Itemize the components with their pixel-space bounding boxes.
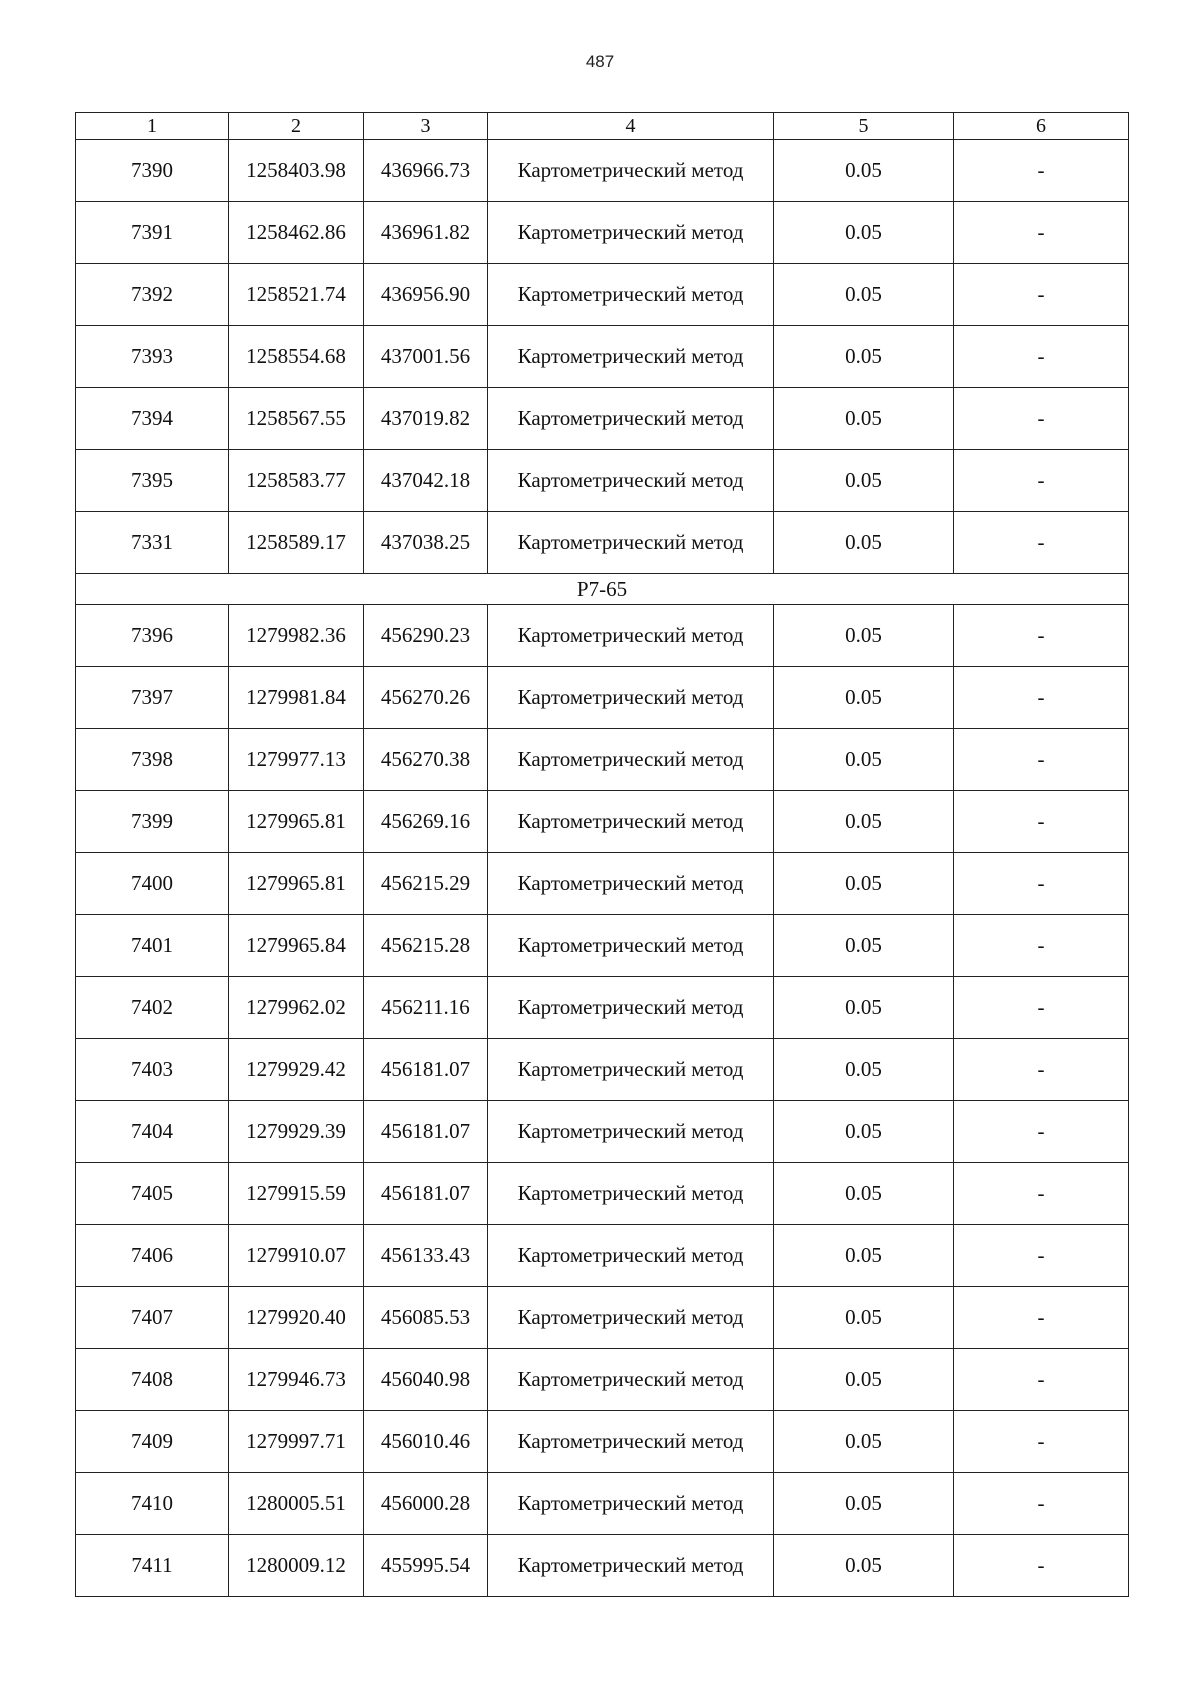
point-number-cell: 7400 <box>76 853 229 915</box>
table-row <box>76 1287 1129 1349</box>
page-number: 487 <box>585 52 615 71</box>
method-cell: Картометрический метод <box>488 1163 774 1225</box>
accuracy-cell: 0.05 <box>774 1473 954 1535</box>
y-coordinate-cell: 456181.07 <box>364 1039 488 1101</box>
note-cell: - <box>954 1039 1129 1101</box>
y-coordinate-cell: 436956.90 <box>364 264 488 326</box>
table-body <box>76 113 1129 1597</box>
point-number-cell: 7410 <box>76 1473 229 1535</box>
point-number-cell: 7398 <box>76 729 229 791</box>
x-coordinate-cell: 1258554.68 <box>229 326 364 388</box>
x-coordinate-cell: 1279965.81 <box>229 853 364 915</box>
method-cell: Картометрический метод <box>488 512 774 574</box>
method-cell: Картометрический метод <box>488 140 774 202</box>
accuracy-cell: 0.05 <box>774 140 954 202</box>
x-coordinate-cell: 1258589.17 <box>229 512 364 574</box>
method-cell: Картометрический метод <box>488 729 774 791</box>
table-row <box>76 388 1129 450</box>
method-cell: Картометрический метод <box>488 1349 774 1411</box>
section-header-row <box>76 574 1129 605</box>
point-number-cell: 7402 <box>76 977 229 1039</box>
note-cell: - <box>954 667 1129 729</box>
y-coordinate-cell: 456133.43 <box>364 1225 488 1287</box>
y-coordinate-cell: 437019.82 <box>364 388 488 450</box>
table-row <box>76 1039 1129 1101</box>
x-coordinate-cell: 1279946.73 <box>229 1349 364 1411</box>
header-cell-4: 4 <box>488 113 774 140</box>
table-row <box>76 264 1129 326</box>
y-coordinate-cell: 456215.28 <box>364 915 488 977</box>
y-coordinate-cell: 456010.46 <box>364 1411 488 1473</box>
method-cell: Картометрический метод <box>488 264 774 326</box>
x-coordinate-cell: 1258567.55 <box>229 388 364 450</box>
accuracy-cell: 0.05 <box>774 1411 954 1473</box>
note-cell: - <box>954 388 1129 450</box>
note-cell: - <box>954 729 1129 791</box>
x-coordinate-cell: 1258403.98 <box>229 140 364 202</box>
point-number-cell: 7407 <box>76 1287 229 1349</box>
y-coordinate-cell: 456040.98 <box>364 1349 488 1411</box>
coordinates-table <box>75 112 1129 1597</box>
point-number-cell: 7403 <box>76 1039 229 1101</box>
accuracy-cell: 0.05 <box>774 1039 954 1101</box>
table-row <box>76 853 1129 915</box>
accuracy-cell: 0.05 <box>774 977 954 1039</box>
point-number-cell: 7396 <box>76 605 229 667</box>
y-coordinate-cell: 436961.82 <box>364 202 488 264</box>
point-number-cell: 7393 <box>76 326 229 388</box>
table-row <box>76 1411 1129 1473</box>
accuracy-cell: 0.05 <box>774 605 954 667</box>
y-coordinate-cell: 437038.25 <box>364 512 488 574</box>
y-coordinate-cell: 456085.53 <box>364 1287 488 1349</box>
note-cell: - <box>954 1163 1129 1225</box>
table-row <box>76 729 1129 791</box>
x-coordinate-cell: 1279920.40 <box>229 1287 364 1349</box>
point-number-cell: 7401 <box>76 915 229 977</box>
table-header-row <box>76 113 1129 140</box>
accuracy-cell: 0.05 <box>774 326 954 388</box>
accuracy-cell: 0.05 <box>774 202 954 264</box>
method-cell: Картометрический метод <box>488 450 774 512</box>
method-cell: Картометрический метод <box>488 202 774 264</box>
y-coordinate-cell: 456000.28 <box>364 1473 488 1535</box>
x-coordinate-cell: 1279929.39 <box>229 1101 364 1163</box>
note-cell: - <box>954 605 1129 667</box>
accuracy-cell: 0.05 <box>774 1535 954 1597</box>
accuracy-cell: 0.05 <box>774 264 954 326</box>
accuracy-cell: 0.05 <box>774 729 954 791</box>
accuracy-cell: 0.05 <box>774 1101 954 1163</box>
y-coordinate-cell: 456269.16 <box>364 791 488 853</box>
accuracy-cell: 0.05 <box>774 791 954 853</box>
table-row <box>76 450 1129 512</box>
method-cell: Картометрический метод <box>488 1535 774 1597</box>
table-row <box>76 1473 1129 1535</box>
note-cell: - <box>954 791 1129 853</box>
table-row <box>76 1349 1129 1411</box>
y-coordinate-cell: 456181.07 <box>364 1163 488 1225</box>
x-coordinate-cell: 1279981.84 <box>229 667 364 729</box>
method-cell: Картометрический метод <box>488 605 774 667</box>
table-row <box>76 977 1129 1039</box>
accuracy-cell: 0.05 <box>774 1287 954 1349</box>
point-number-cell: 7397 <box>76 667 229 729</box>
table-row <box>76 791 1129 853</box>
y-coordinate-cell: 456290.23 <box>364 605 488 667</box>
note-cell: - <box>954 1349 1129 1411</box>
y-coordinate-cell: 456270.26 <box>364 667 488 729</box>
note-cell: - <box>954 1225 1129 1287</box>
method-cell: Картометрический метод <box>488 853 774 915</box>
x-coordinate-cell: 1279997.71 <box>229 1411 364 1473</box>
point-number-cell: 7411 <box>76 1535 229 1597</box>
x-coordinate-cell: 1280005.51 <box>229 1473 364 1535</box>
table-row <box>76 512 1129 574</box>
note-cell: - <box>954 450 1129 512</box>
method-cell: Картометрический метод <box>488 1039 774 1101</box>
note-cell: - <box>954 140 1129 202</box>
method-cell: Картометрический метод <box>488 326 774 388</box>
accuracy-cell: 0.05 <box>774 1225 954 1287</box>
table-row <box>76 1225 1129 1287</box>
method-cell: Картометрический метод <box>488 1287 774 1349</box>
header-cell-6: 6 <box>954 113 1129 140</box>
note-cell: - <box>954 1101 1129 1163</box>
header-cell-1: 1 <box>76 113 229 140</box>
table-row <box>76 605 1129 667</box>
table-row <box>76 915 1129 977</box>
point-number-cell: 7331 <box>76 512 229 574</box>
y-coordinate-cell: 456215.29 <box>364 853 488 915</box>
point-number-cell: 7408 <box>76 1349 229 1411</box>
accuracy-cell: 0.05 <box>774 1349 954 1411</box>
note-cell: - <box>954 1473 1129 1535</box>
x-coordinate-cell: 1258462.86 <box>229 202 364 264</box>
accuracy-cell: 0.05 <box>774 388 954 450</box>
point-number-cell: 7405 <box>76 1163 229 1225</box>
section-label: Р7-65 <box>76 574 1129 605</box>
accuracy-cell: 0.05 <box>774 512 954 574</box>
y-coordinate-cell: 437042.18 <box>364 450 488 512</box>
point-number-cell: 7406 <box>76 1225 229 1287</box>
accuracy-cell: 0.05 <box>774 1163 954 1225</box>
y-coordinate-cell: 456181.07 <box>364 1101 488 1163</box>
y-coordinate-cell: 456270.38 <box>364 729 488 791</box>
x-coordinate-cell: 1279982.36 <box>229 605 364 667</box>
x-coordinate-cell: 1280009.12 <box>229 1535 364 1597</box>
note-cell: - <box>954 326 1129 388</box>
method-cell: Картометрический метод <box>488 667 774 729</box>
note-cell: - <box>954 202 1129 264</box>
header-cell-2: 2 <box>229 113 364 140</box>
x-coordinate-cell: 1279910.07 <box>229 1225 364 1287</box>
table-row <box>76 667 1129 729</box>
method-cell: Картометрический метод <box>488 1101 774 1163</box>
x-coordinate-cell: 1279962.02 <box>229 977 364 1039</box>
y-coordinate-cell: 456211.16 <box>364 977 488 1039</box>
method-cell: Картометрический метод <box>488 1473 774 1535</box>
table-row <box>76 202 1129 264</box>
note-cell: - <box>954 915 1129 977</box>
header-cell-3: 3 <box>364 113 488 140</box>
note-cell: - <box>954 512 1129 574</box>
table-row <box>76 1101 1129 1163</box>
accuracy-cell: 0.05 <box>774 667 954 729</box>
table-row <box>76 326 1129 388</box>
y-coordinate-cell: 437001.56 <box>364 326 488 388</box>
note-cell: - <box>954 977 1129 1039</box>
point-number-cell: 7390 <box>76 140 229 202</box>
method-cell: Картометрический метод <box>488 1411 774 1473</box>
note-cell: - <box>954 1535 1129 1597</box>
point-number-cell: 7394 <box>76 388 229 450</box>
note-cell: - <box>954 853 1129 915</box>
note-cell: - <box>954 264 1129 326</box>
y-coordinate-cell: 455995.54 <box>364 1535 488 1597</box>
note-cell: - <box>954 1411 1129 1473</box>
accuracy-cell: 0.05 <box>774 915 954 977</box>
point-number-cell: 7409 <box>76 1411 229 1473</box>
point-number-cell: 7404 <box>76 1101 229 1163</box>
accuracy-cell: 0.05 <box>774 450 954 512</box>
y-coordinate-cell: 436966.73 <box>364 140 488 202</box>
x-coordinate-cell: 1279965.84 <box>229 915 364 977</box>
method-cell: Картометрический метод <box>488 915 774 977</box>
table-row <box>76 1535 1129 1597</box>
x-coordinate-cell: 1258583.77 <box>229 450 364 512</box>
x-coordinate-cell: 1279929.42 <box>229 1039 364 1101</box>
table-row <box>76 1163 1129 1225</box>
x-coordinate-cell: 1279965.81 <box>229 791 364 853</box>
x-coordinate-cell: 1279977.13 <box>229 729 364 791</box>
x-coordinate-cell: 1258521.74 <box>229 264 364 326</box>
note-cell: - <box>954 1287 1129 1349</box>
method-cell: Картометрический метод <box>488 1225 774 1287</box>
point-number-cell: 7391 <box>76 202 229 264</box>
method-cell: Картометрический метод <box>488 977 774 1039</box>
x-coordinate-cell: 1279915.59 <box>229 1163 364 1225</box>
method-cell: Картометрический метод <box>488 791 774 853</box>
accuracy-cell: 0.05 <box>774 853 954 915</box>
header-cell-5: 5 <box>774 113 954 140</box>
point-number-cell: 7395 <box>76 450 229 512</box>
point-number-cell: 7392 <box>76 264 229 326</box>
point-number-cell: 7399 <box>76 791 229 853</box>
method-cell: Картометрический метод <box>488 388 774 450</box>
table-row <box>76 140 1129 202</box>
